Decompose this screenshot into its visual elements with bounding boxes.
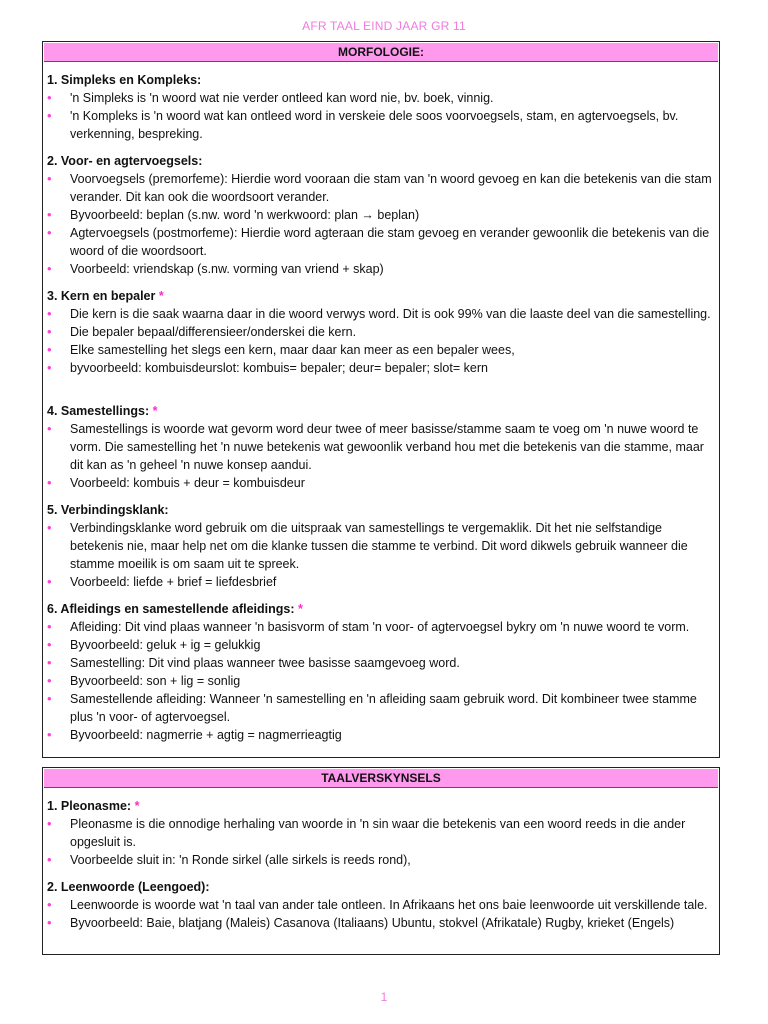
section-heading: 1. Simpleks en Kompleks:	[47, 73, 202, 87]
section-heading: 3. Kern en bepaler *	[47, 289, 164, 303]
taalverskynsels-content	[43, 788, 719, 932]
list-item: • Leenwoorde is woorde wat 'n taal van ander tale ontleen. In Afrikaans het ons baie leenwoorde uit verskillende tale.	[47, 896, 715, 914]
list-item: • Byvoorbeeld: Baie, blatjang (Maleis) Casanova (Italiaans) Ubuntu, stokvel (Afrikatale) Rugby, krieket (Engels)	[47, 914, 715, 932]
list-item: • Elke samestelling het slegs een kern, maar daar kan meer as een bepaler wees,	[47, 341, 715, 359]
bullet-list	[47, 815, 715, 869]
section-heading: 2. Voor- en agtervoegsels:	[47, 154, 203, 168]
section-leenwoorde	[47, 878, 715, 932]
list-item: • Voorbeeld: kombuis + deur = kombuisdeur	[47, 474, 715, 492]
taalverskynsels-box	[42, 767, 720, 955]
list-item: • Byvoorbeeld: beplan (s.nw. word 'n werkwoord: plan → beplan)	[47, 206, 715, 224]
list-item: • 'n Simpleks is 'n woord wat nie verder ontleed kan word nie, bv. boek, vinnig.	[47, 89, 715, 107]
bullet-list	[47, 305, 715, 377]
page-number: 1	[380, 990, 388, 1004]
morfologie-content	[43, 62, 719, 744]
spacer	[47, 377, 715, 393]
list-item: • Voorbeelde sluit in: 'n Ronde sirkel (alle sirkels is reeds rond),	[47, 851, 715, 869]
list-item: • Samestelling: Dit vind plaas wanneer twee basisse saamgevoeg word.	[47, 654, 715, 672]
bullet-list	[47, 618, 715, 744]
bullet-list	[47, 519, 715, 591]
list-item: • byvoorbeeld: kombuisdeurslot: kombuis= bepaler; deur= bepaler; slot= kern	[47, 359, 715, 377]
list-item: • Voorbeeld: vriendskap (s.nw. vorming van vriend + skap)	[47, 260, 715, 278]
section-voor-agtervoegsels	[47, 152, 715, 278]
section-simpleks-kompleks	[47, 71, 715, 143]
section-heading: 2. Leenwoorde (Leengoed):	[47, 880, 210, 894]
list-item: • Verbindingsklanke word gebruik om die uitspraak van samestellings te vergemaklik. Dit het nie selfstandige betekenis nie, maar help net om die klanke tussen die stamme te verbind. Dit word dikwels gebruik wanneer die stamme moeilik is om saam uit te spreek.	[47, 519, 715, 573]
section-heading: 6. Afleidings en samestellende afleidings: *	[47, 602, 303, 616]
bullet-list	[47, 89, 715, 143]
list-item: • 'n Kompleks is 'n woord wat kan ontleed word in verskeie dele soos voorvoegsels, stam, en agtervoegsels, bv. verkenning, bespreking.	[47, 107, 715, 143]
list-item: • Byvoorbeeld: son + lig = sonlig	[47, 672, 715, 690]
bullet-list	[47, 420, 715, 492]
section-kern-bepaler	[47, 287, 715, 393]
section-heading: 5. Verbindingsklank:	[47, 503, 169, 517]
section-heading: 4. Samestellings: *	[47, 404, 158, 418]
list-item: • Agtervoegsels (postmorfeme): Hierdie word agteraan die stam gevoeg en verander gewoonlik die betekenis van die woord of die woordsoort.	[47, 224, 715, 260]
section-verbindingsklank	[47, 501, 715, 591]
list-item: • Voorvoegsels (premorfeme): Hierdie word vooraan die stam van 'n woord gevoeg en kan die betekenis van die stam verander. Dit kan ook die woordsoort verander.	[47, 170, 715, 206]
list-item: • Voorbeeld: liefde + brief = liefdesbrief	[47, 573, 715, 591]
morfologie-box	[42, 41, 720, 758]
morfologie-title: MORFOLOGIE:	[44, 43, 718, 62]
list-item: • Die bepaler bepaal/differensieer/onderskei die kern.	[47, 323, 715, 341]
section-afleidings	[47, 600, 715, 744]
section-samestellings	[47, 402, 715, 492]
list-item: • Samestellings is woorde wat gevorm word deur twee of meer basisse/stamme saam te voeg om 'n nuwe woord te vorm. Die samestelling het 'n nuwe betekenis wat gewoonlik verband hou met die betekenis van die stamme, maar dit kan as 'n geheel 'n nuwe konsep aandui.	[47, 420, 715, 474]
list-item: • Die kern is die saak waarna daar in die woord verwys word. Dit is ook 99% van die laaste deel van die samestelling.	[47, 305, 715, 323]
list-item: • Byvoorbeeld: geluk + ig = gelukkig	[47, 636, 715, 654]
section-pleonasme	[47, 797, 715, 869]
section-heading: 1. Pleonasme: *	[47, 799, 140, 813]
list-item: • Samestellende afleiding: Wanneer 'n samestelling en 'n afleiding saam gebruik word. Dit kombineer twee stamme plus 'n voor- of agtervoegsel.	[47, 690, 715, 726]
list-item: • Byvoorbeeld: nagmerrie + agtig = nagmerrieagtig	[47, 726, 715, 744]
bullet-list	[47, 896, 715, 932]
page-header: AFR TAAL EIND JAAR GR 11	[302, 19, 466, 33]
bullet-list	[47, 170, 715, 278]
list-item: • Pleonasme is die onnodige herhaling van woorde in 'n sin waar die betekenis van een woord reeds in die ander opgesluit is.	[47, 815, 715, 851]
taalverskynsels-title: TAALVERSKYNSELS	[44, 769, 718, 788]
list-item: • Afleiding: Dit vind plaas wanneer 'n basisvorm of stam 'n voor- of agtervoegsel bykry om 'n nuwe woord te vorm.	[47, 618, 715, 636]
